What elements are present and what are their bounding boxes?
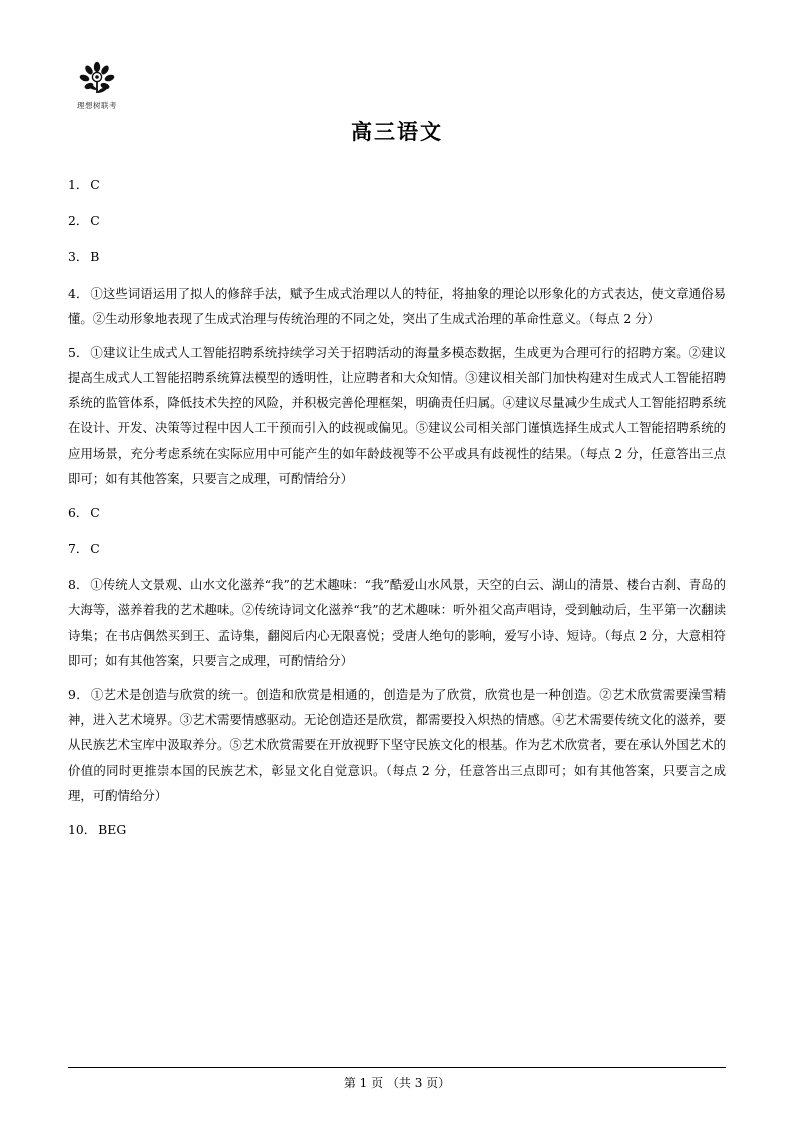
flower-emblem-icon xyxy=(77,60,117,98)
answer-item-10 xyxy=(68,817,726,842)
answer-number: 6． xyxy=(68,504,89,520)
answer-item-6 xyxy=(68,500,726,525)
answer-item-1 xyxy=(68,172,726,197)
answer-item-5 xyxy=(68,340,726,491)
answer-text: ①这些词语运用了拟人的修辞手法，赋予生成式治理以人的特征，将抽象的理论以形象化的方式表达，使文章通俗易懂。②生动形象地表现了生成式治理与传统治理的不同之处，突出了生成式治理的革命性意义。（每点 2 分） xyxy=(68,285,726,326)
answer-item-8 xyxy=(68,572,726,673)
logo-text: 理想树联考 xyxy=(77,101,117,111)
answer-text: ①艺术是创造与欣赏的统一。创造和欣赏是相通的，创造是为了欣赏，欣赏也是一种创造。②艺术欣赏需要澡雪精神，进入艺术境界。③艺术需要情感驱动。无论创造还是欣赏，都需要投入炽热的情感。④艺术需要传统文化的滋养，要从民族艺术宝库中汲取养分。⑤艺术欣赏需要在开放视野下坚守民族文化的根基。作为艺术欣赏者，要在承认外国艺术的价值的同时更推崇本国的民族艺术，彰显文化自觉意识。（每点 2 分，任意答出三点即可；如有其他答案，只要言之成理，可酌情给分） xyxy=(68,686,727,803)
answer-number: 1． xyxy=(68,177,89,193)
logo xyxy=(66,60,128,116)
answer-number: 5． xyxy=(68,344,89,360)
answer-text: BEG xyxy=(98,821,127,837)
answer-number: 2． xyxy=(68,213,89,229)
answer-item-2 xyxy=(68,208,726,233)
answer-item-7 xyxy=(68,536,726,561)
answers-list xyxy=(68,172,726,842)
answer-number: 9． xyxy=(68,686,89,702)
answer-text: C xyxy=(90,177,100,193)
answer-item-3 xyxy=(68,244,726,269)
answer-text: C xyxy=(90,504,100,520)
answer-item-9 xyxy=(68,682,726,808)
answer-text: C xyxy=(90,541,100,557)
answer-item-4 xyxy=(68,281,726,331)
page-footer xyxy=(0,1067,794,1091)
page-number: 第 1 页 （共 3 页） xyxy=(343,1076,451,1091)
answer-number: 3． xyxy=(68,249,89,265)
answer-number: 10． xyxy=(68,821,97,837)
answer-text: C xyxy=(90,213,100,229)
page-title: 高三语文 xyxy=(351,119,443,145)
answer-number: 8． xyxy=(68,577,89,593)
answer-number: 4． xyxy=(68,285,89,301)
answer-text: ①建议让生成式人工智能招聘系统持续学习关于招聘活动的海量多模态数据，生成更为合理可行的招聘方案。②建议提高生成式人工智能招聘系统算法模型的透明性，让应聘者和大众知情。③建议相关部门加快构建对生成式人工智能招聘系统的监管体系，降低技术失控的风险，并积极完善伦理框架，明确责任归属。④建议尽量减少生成式人工智能招聘系统在设计、开发、决策等过程中因人工干预而引入的歧视或偏见。⑤建议公司相关部门谨慎选择生成式人工智能招聘系统的应用场景，充分考虑系统在实际应用中可能产生的如年龄歧视等不公平或具有歧视性的结果。（每点 2 分，任意答出三点即可；如有其他答案，只要言之成理，可酌情给分） xyxy=(68,344,726,486)
answer-number: 7． xyxy=(68,541,89,557)
answer-text: ①传统人文景观、山水文化滋养“我”的艺术趣味：“我”酷爱山水风景，天空的白云、湖山的清景、楼台古刹、青岛的大海等，滋养着我的艺术趣味。②传统诗词文化滋养“我”的艺术趣味：听外祖父高声唱诗，受到触动后，生平第一次翻读诗集；在书店偶然买到王、孟诗集，翻阅后内心无限喜悦；受唐人绝句的影响，爱写小诗、短诗。（每点 2 分，大意相符即可；如有其他答案，只要言之成理，可酌情给分） xyxy=(68,577,726,668)
answer-sheet-page xyxy=(0,14,794,1137)
answer-text: B xyxy=(90,249,100,265)
footer-divider xyxy=(68,1067,726,1068)
